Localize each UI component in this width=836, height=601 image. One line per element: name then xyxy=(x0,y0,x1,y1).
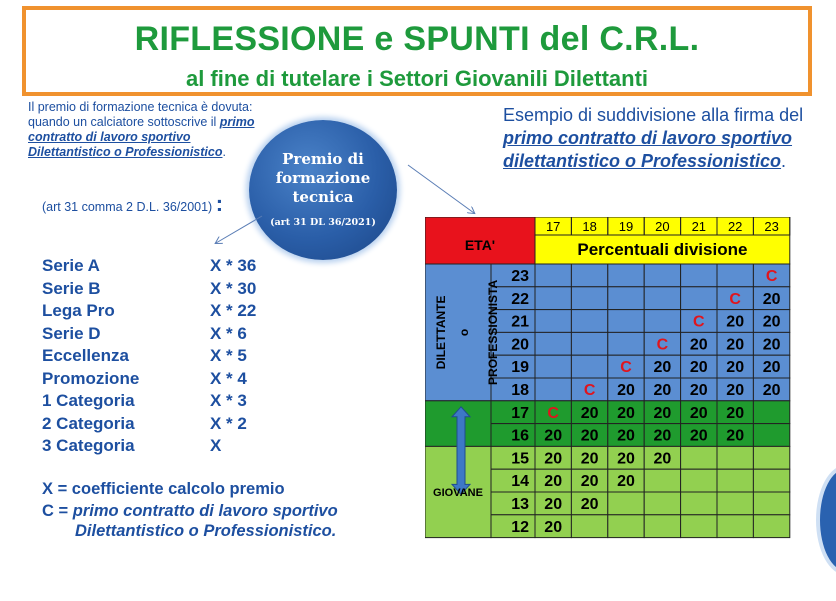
cell-value: 20 xyxy=(762,382,781,399)
table-cell xyxy=(644,469,680,492)
page-subtitle: al fine di tutelare i Settori Giovanili Dilettanti xyxy=(185,66,649,91)
table-cell xyxy=(535,378,571,401)
cell-value: 20 xyxy=(617,404,635,422)
contract-marker: C xyxy=(620,359,632,377)
coef-label: Serie D xyxy=(42,323,101,343)
coef-label: Serie A xyxy=(42,256,100,275)
table-cell xyxy=(571,287,607,310)
age-label: 16 xyxy=(511,427,529,445)
cell-value: 20 xyxy=(653,382,672,399)
cell-value: 20 xyxy=(653,359,672,377)
cell-value: 20 xyxy=(726,404,745,422)
column-header-label: 19 xyxy=(618,219,634,234)
example-text-end: . xyxy=(781,151,787,171)
page-title: RIFLESSIONE e SPUNTI del C.R.L. xyxy=(134,20,700,58)
cell-value: 20 xyxy=(580,427,599,445)
eta-label: ETA' xyxy=(464,237,496,253)
age-label: 15 xyxy=(511,450,529,468)
table-cell xyxy=(753,446,789,469)
table-cell xyxy=(535,355,571,378)
table-cell xyxy=(608,264,644,287)
table-cell xyxy=(681,264,717,287)
table-cell xyxy=(753,424,789,447)
table-cell xyxy=(717,446,753,469)
cell-value: 20 xyxy=(689,404,708,422)
premio-desc-end: . xyxy=(222,145,226,159)
table-cell xyxy=(753,492,789,515)
coef-value: X * 6 xyxy=(210,323,247,343)
column-header-label: 20 xyxy=(655,219,670,234)
dilettante-label-part: PROFESSIONISTA xyxy=(486,279,500,385)
article-reference-colon: : xyxy=(215,191,224,216)
table-cell xyxy=(608,310,644,333)
table-cell xyxy=(681,469,717,492)
table-cell xyxy=(535,310,571,333)
coef-label: Lega Pro xyxy=(42,301,115,320)
cell-value: 20 xyxy=(726,382,745,399)
table-cell xyxy=(571,515,607,538)
legend-c-prefix: C = xyxy=(42,502,73,520)
contract-marker: C xyxy=(547,404,559,422)
table-cell xyxy=(753,469,789,492)
cell-value: 20 xyxy=(580,450,599,468)
age-label: 23 xyxy=(511,268,529,285)
legend-c-end: . xyxy=(331,522,337,540)
legend-c-line1: primo contratto di lavoro sportivo xyxy=(72,502,338,520)
table-cell xyxy=(608,492,644,515)
coef-label: 3 Categoria xyxy=(42,436,135,455)
cell-value: 20 xyxy=(762,359,781,377)
age-label: 14 xyxy=(511,473,529,491)
bubble-subtitle: (art 31 DL 36/2021) xyxy=(270,217,376,228)
premio-desc-link: primo contratto di lavoro sportivo Dilettantistico o Professionistico xyxy=(28,115,255,159)
coef-value: X xyxy=(210,436,222,455)
cell-value: 20 xyxy=(689,359,708,377)
table-cell xyxy=(681,446,717,469)
coef-value: X * 30 xyxy=(210,278,257,298)
column-header-label: 17 xyxy=(545,219,561,234)
cell-value: 20 xyxy=(653,427,672,445)
table-cell xyxy=(644,492,680,515)
table-cell xyxy=(571,332,607,355)
coef-value: X * 2 xyxy=(210,413,247,433)
cell-value: 20 xyxy=(726,313,745,331)
cell-value: 20 xyxy=(580,496,599,513)
age-label: 20 xyxy=(511,336,529,354)
cell-value: 20 xyxy=(617,382,635,399)
table-cell xyxy=(681,492,717,515)
column-header-label: 21 xyxy=(691,219,707,234)
premio-bubble xyxy=(249,120,397,260)
contract-marker: C xyxy=(729,290,741,308)
cell-value: 20 xyxy=(544,427,563,445)
age-label: 19 xyxy=(511,359,529,377)
coef-value: X * 5 xyxy=(210,346,247,365)
cell-value: 20 xyxy=(580,473,599,491)
cell-value: 20 xyxy=(653,450,672,468)
title-box xyxy=(22,6,812,96)
cell-value: 20 xyxy=(617,473,635,491)
percent-label: Percentuali divisione xyxy=(577,240,748,259)
age-label: 22 xyxy=(511,290,529,308)
cell-value: 20 xyxy=(726,336,745,354)
cell-value: 20 xyxy=(726,427,745,445)
age-label: 17 xyxy=(511,404,529,422)
example-text-start: Esempio di suddivisione alla firma del xyxy=(503,105,804,125)
contract-marker: C xyxy=(693,313,705,331)
example-text xyxy=(503,104,833,173)
table-cell xyxy=(608,515,644,538)
coef-label: Eccellenza xyxy=(42,346,129,365)
column-header-label: 23 xyxy=(764,219,779,234)
age-label: 12 xyxy=(511,518,529,536)
article-reference-text: (art 31 comma 2 D.L. 36/2001) xyxy=(42,200,213,214)
age-label: 13 xyxy=(511,496,529,513)
dilettante-label-part: DILETTANTE xyxy=(434,295,448,370)
table-cell xyxy=(644,515,680,538)
coef-value: X * 22 xyxy=(210,301,257,320)
table-cell xyxy=(644,310,680,333)
table-cell xyxy=(681,515,717,538)
table-cell xyxy=(644,287,680,310)
contract-marker: C xyxy=(583,382,596,399)
table-cell xyxy=(717,264,753,287)
table-cell xyxy=(753,401,789,424)
table-cell xyxy=(535,264,571,287)
cell-value: 20 xyxy=(580,404,599,422)
arrow-to-list xyxy=(216,216,262,243)
table-cell xyxy=(571,310,607,333)
coef-value: X * 4 xyxy=(210,368,247,388)
giovane-label: GIOVANE xyxy=(433,487,483,499)
coef-label: 1 Categoria xyxy=(42,391,135,410)
example-text-link: primo contratto di lavoro sportivo dilettantistico o Professionistico xyxy=(503,128,793,171)
table-cell xyxy=(571,264,607,287)
table-cell xyxy=(571,355,607,378)
table-cell xyxy=(535,332,571,355)
cell-value: 20 xyxy=(762,290,781,308)
premio-desc-text: Il premio di formazione tecnica è dovuta: quando un calciatore sottoscrive il xyxy=(28,100,253,129)
coef-value: X * 36 xyxy=(210,256,257,275)
cell-value: 20 xyxy=(689,382,708,399)
legend-x: X = coefficiente calcolo premio xyxy=(42,480,285,498)
cell-value: 20 xyxy=(762,313,781,331)
contract-marker: C xyxy=(656,336,669,354)
table-cell xyxy=(717,469,753,492)
coef-label: 2 Categoria xyxy=(42,413,135,433)
cell-value: 20 xyxy=(617,450,635,468)
coef-label: Serie B xyxy=(42,278,101,298)
column-header-label: 18 xyxy=(582,219,597,234)
cell-value: 20 xyxy=(689,336,708,354)
table-cell xyxy=(753,515,789,538)
coef-value: X * 3 xyxy=(210,391,247,410)
column-header-label: 22 xyxy=(727,219,743,234)
age-label: 21 xyxy=(511,313,529,331)
side-decoration xyxy=(816,465,836,575)
cell-value: 20 xyxy=(653,404,672,422)
age-label: 18 xyxy=(511,382,529,399)
legend xyxy=(42,480,338,541)
arrow-to-table xyxy=(408,165,474,213)
cell-value: 20 xyxy=(762,336,781,354)
table-cell xyxy=(535,287,571,310)
cell-value: 20 xyxy=(726,359,745,377)
table-cell xyxy=(644,264,680,287)
table-cell xyxy=(608,332,644,355)
cell-value: 20 xyxy=(544,518,563,536)
legend-c-line2: Dilettantistico o Professionistico xyxy=(75,522,332,540)
dilettante-label-part: o xyxy=(457,328,471,337)
cell-value: 20 xyxy=(544,496,563,513)
cell-value: 20 xyxy=(689,427,708,445)
coef-label: Promozione xyxy=(42,368,140,388)
division-table xyxy=(425,217,805,597)
article-reference xyxy=(42,191,223,217)
cell-value: 20 xyxy=(617,427,635,445)
legend-c xyxy=(42,502,338,522)
cell-value: 20 xyxy=(544,473,563,491)
premio-description xyxy=(28,100,258,160)
table-cell xyxy=(681,287,717,310)
table-cell xyxy=(717,515,753,538)
table-cell xyxy=(717,492,753,515)
cell-value: 20 xyxy=(544,450,563,468)
legend-c-cont xyxy=(42,522,338,541)
table-cell xyxy=(608,287,644,310)
bubble-title: Premio di formazione tecnica xyxy=(275,150,371,206)
contract-marker: C xyxy=(765,268,778,285)
division-table-svg xyxy=(425,217,805,597)
